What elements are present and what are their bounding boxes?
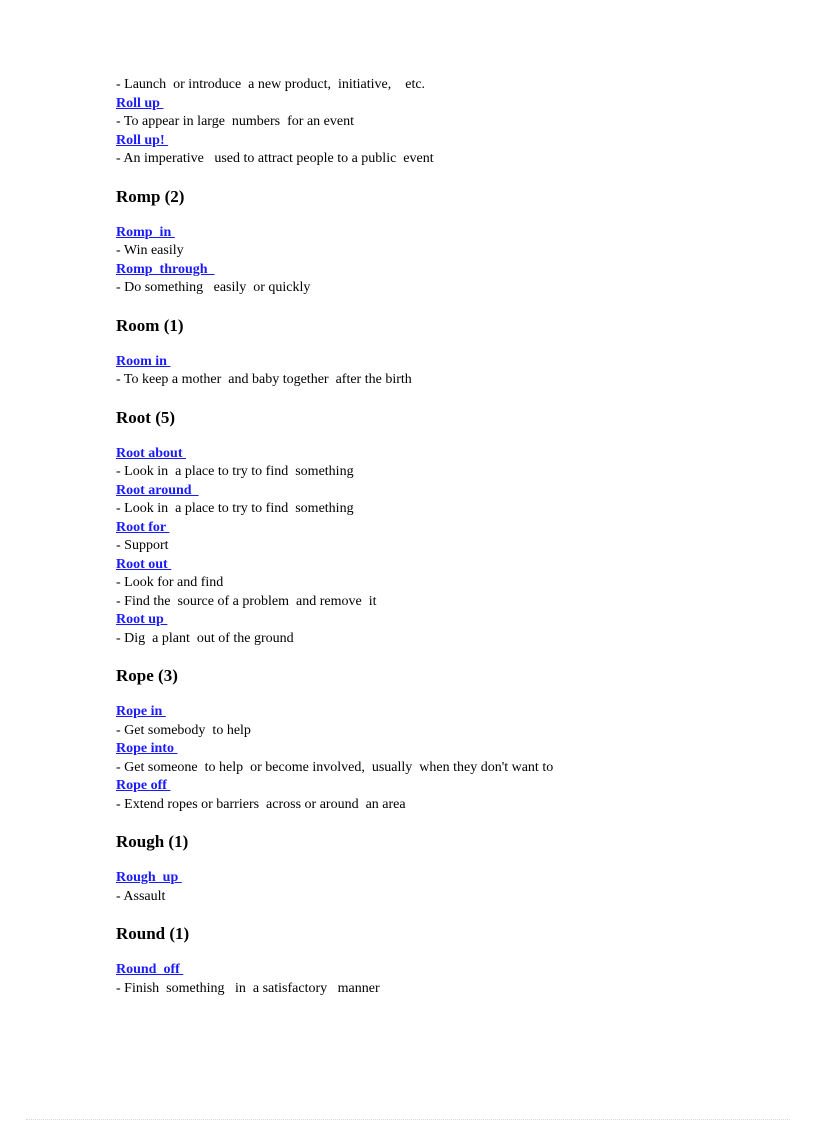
intro-block [116, 76, 796, 169]
definition-line: - Look in a place to try to find something [116, 501, 354, 516]
phrasal-verb-link[interactable]: Root about [116, 445, 187, 461]
definition-line: - Launch or introduce a new product, initiative, etc. [116, 77, 426, 92]
phrasal-verb-link[interactable]: Rough up [116, 870, 182, 885]
section-romp [116, 186, 796, 298]
definition-line: - Find the source of a problem and remove it [116, 593, 377, 609]
definition-line: - Look in a place to try to find something [116, 464, 354, 479]
phrasal-verb-link[interactable]: Roll up [116, 95, 164, 111]
section-rope [116, 665, 796, 814]
phrasal-verb-link[interactable]: Root out [116, 556, 172, 572]
section-room [116, 315, 796, 390]
phrasal-verb-link[interactable]: Root around [116, 482, 199, 498]
section-heading: Root (5) [116, 407, 176, 427]
phrasal-verb-link[interactable]: Roll up! [116, 132, 169, 148]
definition-line: - To appear in large numbers for an event [116, 114, 354, 129]
phrasal-verb-link[interactable]: Rope into [116, 741, 178, 756]
phrasal-verb-link[interactable]: Round off [116, 962, 184, 977]
definition-line: - To keep a mother and baby together after the birth [116, 372, 412, 387]
definition-line: - Finish something in a satisfactory manner [116, 980, 380, 996]
page-bottom-rule [26, 1119, 790, 1120]
definition-line: - An imperative used to attract people to a public event [116, 151, 434, 166]
section-heading: Rough (1) [116, 832, 189, 851]
section-heading: Room (1) [116, 315, 184, 335]
phrasal-verb-link[interactable]: Root up [116, 612, 168, 627]
phrasal-verb-link[interactable]: Rope off [116, 778, 171, 793]
section-round [116, 923, 796, 998]
definition-line: - Look for and find [116, 575, 224, 590]
phrasal-verb-link[interactable]: Rope in [116, 704, 166, 719]
phrasal-verb-link[interactable]: Romp through [116, 261, 215, 277]
phrasal-verb-link[interactable]: Room in [116, 353, 171, 369]
definition-line: - Get someone to help or become involved, usually when they don't want to [116, 759, 554, 775]
section-heading: Round (1) [116, 924, 190, 943]
phrasal-verb-link[interactable]: Romp in [116, 224, 175, 240]
definition-line: - Get somebody to help [116, 722, 251, 738]
section-root [116, 407, 796, 649]
phrasal-verb-link[interactable]: Root for [116, 519, 170, 535]
definition-line: - Assault [116, 888, 166, 904]
definition-line: - Dig a plant out of the ground [116, 630, 294, 646]
section-rough [116, 831, 796, 906]
section-heading: Romp (2) [116, 186, 185, 206]
definition-line: - Extend ropes or barriers across or around an area [116, 796, 406, 812]
definition-line: - Do something easily or quickly [116, 280, 311, 295]
document-body [116, 76, 796, 998]
definition-line: - Support [116, 538, 169, 553]
definition-line: - Win easily [116, 243, 184, 258]
section-heading: Rope (3) [116, 666, 178, 685]
